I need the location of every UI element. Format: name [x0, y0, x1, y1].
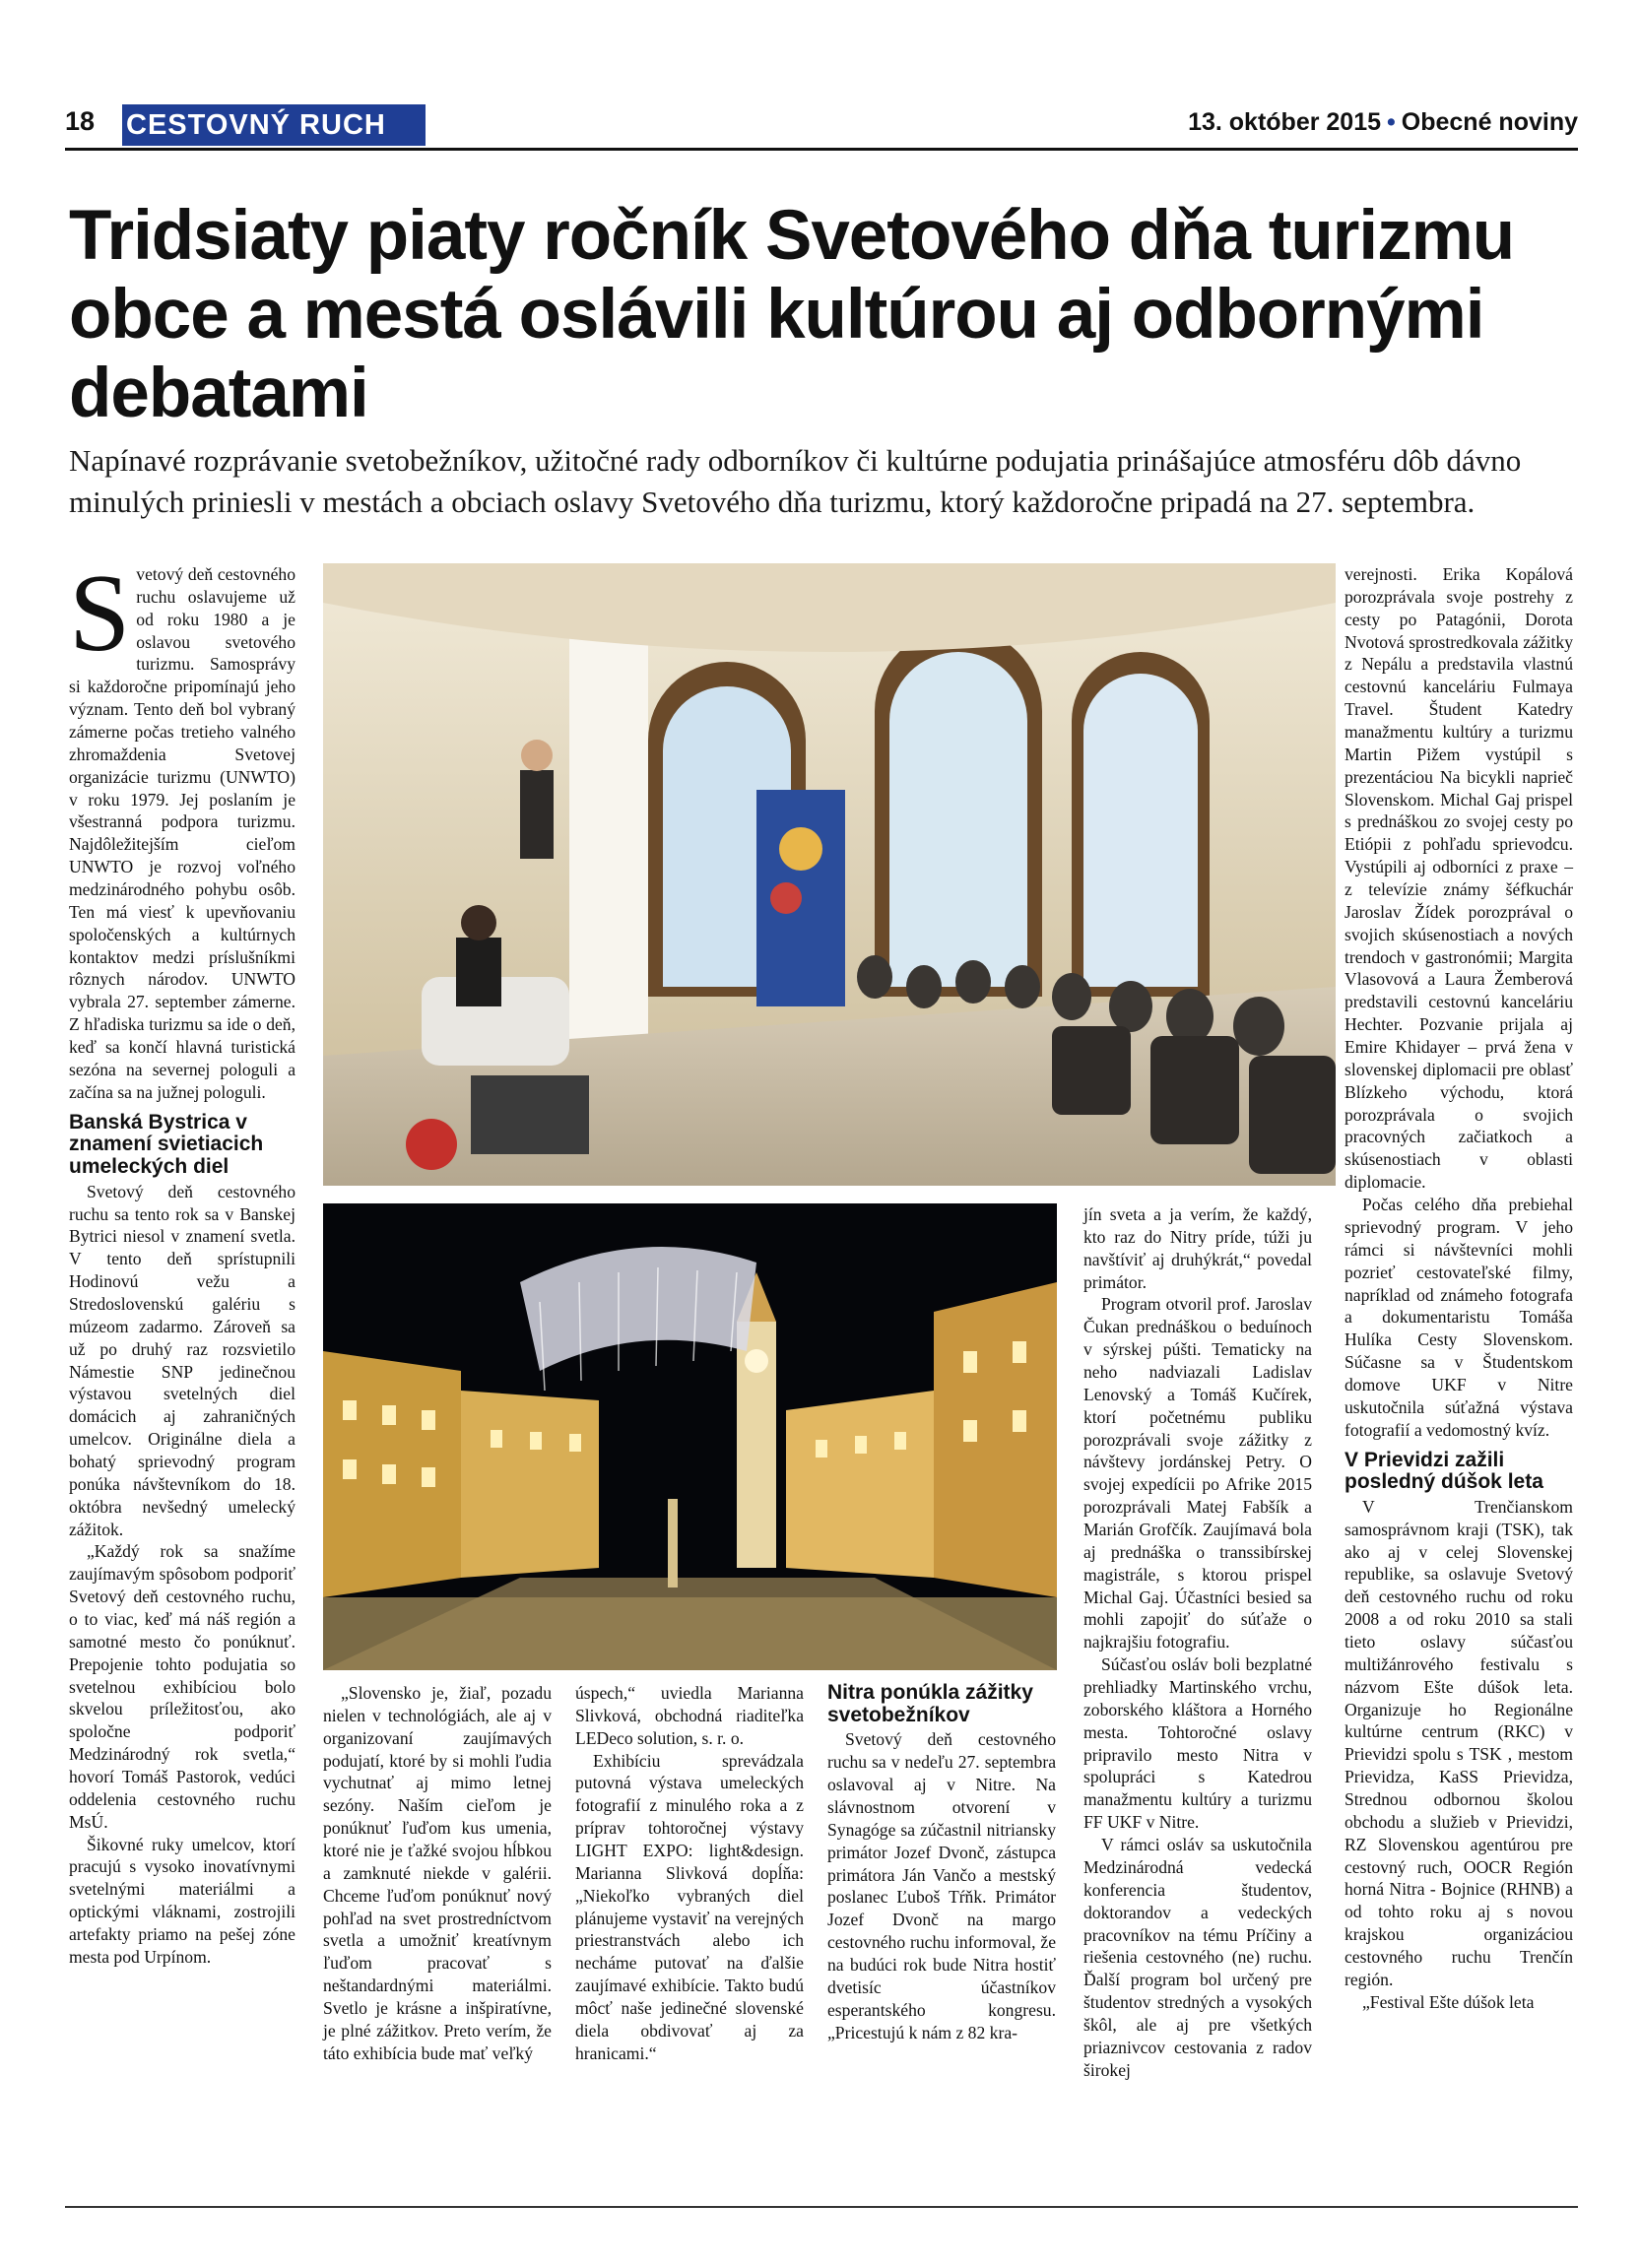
article-lead: Napínavé rozprávanie svetobežníkov, užitočné rady odborníkov či kultúrne podujatia prinášajúce atmosféru dôb dávno minulých priniesli v mestách a obciach oslavy Svetového dňa turizmu, ktorý každoročne pripadá na 27. septembra.: [69, 443, 1522, 519]
paragraph: Súčasťou osláv boli bezplatné prehliadky Martinského vrchu, zoborského kláštora a Horného mesta. Tohtoročné oslavy pripravilo mesto Nitra v spolupráci s Katedrou manažmentu kultúry a turizmu FF UKF v Nitre.: [1083, 1654, 1312, 1833]
drop-cap: S: [69, 552, 131, 675]
subhead-nitra: Nitra ponúkla zážitky svetobežníkov: [827, 1681, 1033, 1726]
issue-date: 13. október 2015: [1188, 108, 1382, 136]
subhead-banska-bystrica: Banská Bystrica v znamení svietiacich umeleckých diel: [69, 1110, 264, 1178]
column-1: [69, 552, 295, 1969]
paragraph: Exhibíciu sprevádzala putovná výstava umeleckých fotografií z minulého roka a z príprav tohtoročnej výstavy LIGHT EXPO: light&design. Marianna Slivková dopĺňa: „Niekoľko vybraných diel plánujeme vystaviť na verejných priestranstvách alebo ich necháme putovať na ďalšie zaujímavé exhibície. Takto budú môcť naše jedinečné slovenské diela obdivovať aj za hranicami.“: [575, 1750, 804, 2063]
column-3: [575, 1682, 804, 2065]
paragraph: Šikovné ruky umelcov, ktorí pracujú s vysoko inovatívnymi svetelnými materiálmi a optickými vláknami, zostrojili artefakty priamo na pešej zóne mesta pod Urpínom.: [69, 1834, 295, 1967]
article-headline: Tridsiaty piaty ročník Svetového dňa turizmu obce a mestá oslávili kultúrou aj odbornými debatami: [69, 197, 1515, 433]
event-hall-photo-image: [323, 563, 1336, 1186]
section-label: CESTOVNÝ RUCH: [122, 104, 426, 146]
newspaper-name: Obecné noviny: [1401, 108, 1578, 136]
paragraph: „Slovensko je, žiaľ, pozadu nielen v technológiách, ale aj v organizovaní zaujímavých podujatí, ktoré by si mohli ľudia vychutnať aj mimo letnej sezóny. Naším cieľom je ponúknuť ľuďom kus umenia, ktoré nie je ťažké svojou hĺbkou a zamknuté niekde v galérii. Chceme ľuďom ponúknuť nový pohľad na svet prostredníctvom svetla a umožniť kreatívnym ľuďom pracovať s neštandardnými materiálmi. Svetlo je krásne a inšpiratívne, je plné zážitkov. Preto verím, že táto exhibícia bude mať veľký: [323, 1683, 552, 2063]
page-number: 18: [65, 106, 96, 136]
paragraph: Program otvoril prof. Jaroslav Čukan prednáškou o beduínoch v sýrskej púšti. Tematicky na neho nadviazali Ladislav Lenovský a Tomáš Kučírek, ktorí početnému publiku porozprávali svoje zážitky z návštevy jordánskej Petry. O svojej expedícii po Afrike 2015 porozprávali Matej Fabšík a Marián Grofčík. Zaujímavá bola aj prednáška o transsibírskej magistrále, s ktorou prispel Michal Gaj. Účastníci besied sa mohli zapojiť do súťaže o najkrajšiu fotografiu.: [1083, 1294, 1312, 1652]
paragraph: Svetový deň cestovného ruchu sa tento rok sa v Banskej Bytrici niesol v znamení svetla. V tento deň sprístupnili Hodinovú vežu a Stredoslovenskú galériu s múzeom zadarmo. Zároveň sa už po druhý raz rozsvietilo Námestie SNP jedinečnou výstavou svetelných diel domácich aj zahraničných umelcov. Originálne diela a bohatý sprievodný program ponúka návštevníkom do 18. októbra nevšedný umelecký zážitok.: [69, 1181, 295, 1539]
paragraph: úspech,“ uviedla Marianna Slivková, obchodná riaditeľka LEDeco solution, s. r. o.: [575, 1683, 804, 1748]
footer-rule: [65, 2206, 1578, 2208]
issue-info: [1188, 108, 1578, 137]
event-hall-photo: [323, 563, 1336, 1186]
header-rule: [65, 148, 1578, 151]
night-square-photo-image: [323, 1203, 1057, 1670]
column-2: [323, 1682, 552, 2065]
intro-paragraph: [69, 552, 295, 1104]
column-6: [1345, 563, 1573, 2014]
separator-dot: •: [1387, 108, 1396, 136]
paragraph: V rámci osláv sa uskutočnila Medzinárodná vedecká konferencia študentov, doktorandov a vedeckých pracovníkov na tému Príčiny a riešenia cestovného (ne) ruchu. Ďalší program bol určený pre študentov stredných a vysokých škôl, ale aj pre všetkých priaznivcov cestovania z radov širokej: [1083, 1835, 1312, 2080]
paragraph: Svetový deň cestovného ruchu sa v nedeľu 27. septembra oslavoval aj v Nitre. Na slávnostnom otvorení v Synagóge sa zúčastnil nitriansky primátor Jozef Dvonč, zástupca primátora Ján Vančo a mestský poslanec Ľuboš Tŕňk. Primátor Jozef Dvonč na margo cestovného ruchu informoval, že na budúci rok bude Nitra hostiť dvetisíc účastníkov esperantského kongresu. „Pricestujú k nám z 82 kra-: [827, 1729, 1056, 2042]
column-4: [827, 1682, 1056, 2043]
subhead-prievidza: V Prievidzi zažili posledný dúšok leta: [1345, 1448, 1543, 1494]
paragraph: verejnosti. Erika Kopálová porozprávala svoje postrehy z cesty po Patagónii, Dorota Nvotová sprostredkovala zážitky z Nepálu a predstavila vlastnú cestovnú kanceláriu Fulmaya Travel. Študent Katedry manažmentu kultúry a turizmu Martin Pižem vystúpil s prezentáciou Na bicykli naprieč Slovenskom. Michal Gaj prispel s prednáškou zo svojej cesty po Etiópii z pohľadu sprievodcu. Vystúpili aj odborníci z praxe – z televízie známy šéfkuchár Jaroslav Žídek porozprával o svojich skúsenostiach a nových trendoch v gastronómii; Margita Vlasovová a Laura Žemberová predstavili cestovnú kanceláriu Hechter. Pozvanie prijala aj Emire Khidayer – prvá žena v slovenskej diplomacii pre oblasť Blízkeho východu, ktorá porozprávala o svojich pracovných začiatkoch a skúsenostiach v oblasti diplomacie.: [1345, 564, 1573, 1193]
intro-text: vetový deň cestovného ruchu oslavujeme už od roku 1980 a je oslavou svetového turizmu. Samosprávy si každoročne pripomínajú jeho význam. Tento deň bol vybraný zámerne počas tretieho valného zhromaždenia Svetovej organizácie turizmu (UNWTO) v roku 1979. Jej poslaním je všestranná podpora turizmu. Najdôležitejším cieľom UNWTO je rozvoj voľného medzinárodného pohybu osôb. Ten má viesť k upevňovaniu spoločenských a kultúrnych kontaktov medzi príslušníkmi rôznych národov. UNWTO vybrala 27. september zámerne. Z hľadiska turizmu sa ide o deň, keď sa končí hlavná turistická sezóna na severnej pologuli a začína sa na južnej pologuli.: [69, 564, 295, 1102]
paragraph: „Festival Ešte dúšok leta: [1362, 1991, 1535, 2012]
paragraph: V Trenčianskom samosprávnom kraji (TSK), tak ako aj v celej Slovenskej republike, sa oslavuje Svetový deň cestovného ruchu od roku 2008 a od roku 2010 sa stali tieto oslavy súčasťou multižánrového festivalu s názvom Ešte dúšok leta. Organizuje ho Regionálne kultúrne centrum (RKC) v Prievidzi spolu s TSK , mestom Prievidza, KaSS Prievidza, Strednou odbornou školou obchodu a služieb v Prievidzi, RZ Slovenskou agentúrou pre cestovný ruch, OOCR Región horná Nitra - Bojnice (RHNB) a od tohto roku aj s novou krajskou organizáciou cestovného ruchu Trenčín región.: [1345, 1496, 1573, 1989]
paragraph: jín sveta a ja verím, že každý, kto raz do Nitry príde, túži ju navštíviť aj druhýkrát,“ povedal primátor.: [1083, 1204, 1312, 1292]
night-square-photo: [323, 1203, 1057, 1670]
paragraph: „Každý rok sa snažíme zaujímavým spôsobom podporiť Svetový deň cestovného ruchu, o to viac, keď má náš región a samotné mesto čo ponúknuť. Prepojenie tohto podujatia so svetelnou exhibíciou bolo skvelou príležitosťou, ako spoločne podporiť Medzinárodný rok svetla,“ hovorí Tomáš Pastorok, vedúci oddelenia cestovného ruchu MsÚ.: [69, 1541, 295, 1832]
column-5: [1083, 1203, 1312, 2082]
paragraph: Počas celého dňa prebiehal sprievodný program. V jeho rámci si návštevníci mohli pozrieť cestovateľské filmy, napríklad od známeho fotografa a dokumentaristu Tomáša Hulíka Cesty Slovenskom. Súčasne sa v Študentskom domove UKF v Nitre uskutočnila súťažná výstava fotografií a vedomostný kvíz.: [1345, 1195, 1573, 1440]
